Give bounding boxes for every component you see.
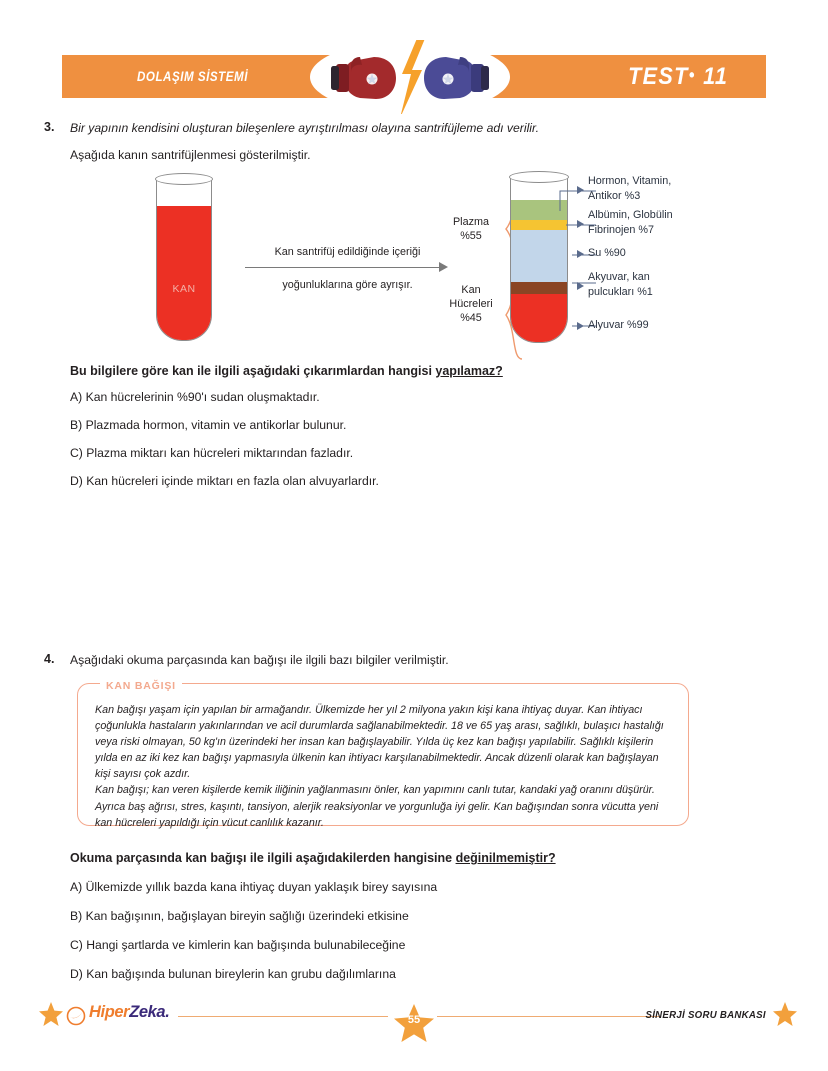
callout-hormon-line-2: Antikor %3 xyxy=(588,189,641,202)
test-number: 11 xyxy=(702,63,728,90)
brand-logo xyxy=(66,1003,169,1022)
callout-hormon-line-1: Hormon, Vitamin, xyxy=(588,175,672,187)
question-4-option-c[interactable]: C) Hangi şartlarda ve kimlerin kan bağışında bulunabileceğine xyxy=(70,938,406,952)
passage-paragraph-2: Kan bağışı; kan veren kişilerde kemik iliğinin yağlanmasını önler, kan yapımını canlı tutar, kandaki yağ oranını düşürür. Ayrıca baş ağrısı, stres, kaşıntı, tansiyon, alerjik reaksiyonlar ve yorgunluğa iyi gelir. Kan bağışından sonra vücutta yeni kan hücreleri yapıldığı için vücut canlılık kazanır. xyxy=(95,784,659,829)
centrifuge-diagram xyxy=(140,165,780,350)
callout-albumin xyxy=(588,208,673,237)
conversion-rule xyxy=(245,267,441,268)
test-word: TEST xyxy=(627,63,689,90)
callout-akyuvar xyxy=(588,270,653,299)
conversion-arrowhead xyxy=(439,262,448,272)
conversion-arrow xyxy=(245,243,450,295)
question-4-stem-prefix: Okuma parçasında kan bağışı ile ilgili aşağıdakilerden hangisine xyxy=(70,851,456,865)
blood-tube-before xyxy=(156,173,212,341)
question-3-intro-line-1: Bir yapının kendisini oluşturan bileşenlere ayrıştırılması olayına santrifüjleme adı verilir. xyxy=(70,121,539,135)
page-number-badge xyxy=(392,1003,436,1045)
question-4-number: 4. xyxy=(44,652,55,666)
footer-star-left-icon xyxy=(38,1001,64,1031)
callout-albumin-line-2: Fibrinojen %7 xyxy=(588,223,655,236)
plazma-label-line-2: %55 xyxy=(460,230,482,242)
publisher-label: SİNERJİ SORU BANKASI xyxy=(645,1009,766,1021)
logo-text-zeka: Zeka. xyxy=(129,1003,170,1021)
plazma-brace-label xyxy=(442,215,500,243)
logo-text-hiper: Hiper xyxy=(89,1003,130,1021)
reading-passage-text xyxy=(95,702,674,831)
kan-hucreleri-brace-label xyxy=(440,283,502,325)
question-3-option-c[interactable]: C) Plazma miktarı kan hücreleri miktarından fazladır. xyxy=(70,446,354,460)
boxing-gloves-medallion xyxy=(310,40,510,114)
header-subject-title: DOLAŞIM SİSTEMİ xyxy=(137,69,248,84)
footer-rule-left xyxy=(178,1016,388,1017)
kan-hucreleri-label-line-1: Kan xyxy=(461,284,481,296)
passage-paragraph-1: Kan bağışı yaşam için yapılan bir armağandır. Ülkemizde her yıl 2 milyona yakın kişi kana ihtiyaç duyar. Kan ihtiyacı çoğunlukla hastaların yakınlarından ve acil durumlarda sağlanabilmektedir. 18 ve 65 yaş arası, sağlıklı, bulaşıcı hastalığı veya riski olmayan, 50 kg'ın üzerindeki her insan kan bağışlayabilir. Yılda üç kez kan bağışı yapılabilir. Sağlıklı kişilerin yılda en az iki kez kan bağışı yapmasıyla ülkenin kan ihtiyacı karşılanabilmektedir. Ancak düzenli olarak kan bağışlayan kişi sayısı çok azdır. xyxy=(95,704,664,781)
question-3-stem-prefix: Bu bilgilere göre kan ile ilgili aşağıdaki çıkarımlardan hangisi xyxy=(70,364,436,378)
question-4-option-d[interactable]: D) Kan bağışında bulunan bireylerin kan grubu dağılımlarına xyxy=(70,967,396,981)
arrow-su-icon xyxy=(577,250,584,258)
question-3-number: 3. xyxy=(44,120,55,134)
arrow-albumin-icon xyxy=(577,220,584,228)
question-3-option-b[interactable]: B) Plazmada hormon, vitamin ve antikorlar bulunur. xyxy=(70,418,347,432)
page-footer xyxy=(0,995,828,1043)
reading-box-title: KAN BAĞIŞI xyxy=(106,680,176,692)
arrow-alyuvar-icon xyxy=(577,322,584,330)
question-3-intro-line-2: Aşağıda kanın santrifüjlenmesi gösterilmiştir. xyxy=(70,148,311,162)
footer-star-right-icon xyxy=(772,1001,798,1031)
header-test-label xyxy=(628,63,728,91)
footer-rule-right xyxy=(437,1016,659,1017)
test-separator: • xyxy=(688,65,696,85)
kan-hucreleri-label-line-3: %45 xyxy=(460,312,482,324)
question-4-option-a[interactable]: A) Ülkemizde yıllık bazda kana ihtiyaç duyan yaklaşık birey sayısına xyxy=(70,880,438,894)
callout-akyuvar-line-1: Akyuvar, kan xyxy=(588,271,650,283)
callout-akyuvar-line-2: pulcukları %1 xyxy=(588,285,653,298)
question-4-stem xyxy=(70,851,556,865)
callout-alyuvar-line-1: Alyuvar %99 xyxy=(588,319,649,331)
reading-passage-box xyxy=(77,680,689,829)
blood-tube-before-body xyxy=(156,179,212,341)
callout-albumin-line-1: Albümin, Globülin xyxy=(588,209,673,221)
question-3-option-d[interactable]: D) Kan hücreleri içinde miktarı en fazla olan alvuyarlardır. xyxy=(70,474,379,488)
plazma-label-line-1: Plazma xyxy=(452,216,489,228)
conversion-text-line-2: yoğunluklarına göre ayrışır. xyxy=(282,279,413,291)
question-4-stem-underlined: değinilmemiştir? xyxy=(455,851,556,865)
question-4-option-b[interactable]: B) Kan bağışının, bağışlayan bireyin sağlığı üzerindeki etkisine xyxy=(70,909,409,923)
reading-box-title-wrap xyxy=(100,676,182,691)
conversion-text-line-1: Kan santrifüj edildiğinde içeriği xyxy=(274,246,421,258)
kan-hucreleri-label-line-2: Hücreleri xyxy=(449,298,493,310)
blood-tube-before-rim xyxy=(155,173,213,185)
callout-hormon xyxy=(588,174,671,203)
blood-tube-before-label: KAN xyxy=(172,283,196,295)
arrow-hormon-icon xyxy=(577,186,584,194)
arrow-akyuvar-icon xyxy=(577,282,584,290)
question-4-intro: Aşağıdaki okuma parçasında kan bağışı ile ilgili bazı bilgiler verilmiştir. xyxy=(70,653,449,667)
question-3-stem xyxy=(70,364,503,378)
question-3-option-a[interactable]: A) Kan hücrelerinin %90'ı sudan oluşmaktadır. xyxy=(70,390,320,404)
question-3-stem-underlined: yapılamaz? xyxy=(435,364,503,378)
boxing-gloves-icon xyxy=(310,40,510,114)
tube-before-blood xyxy=(157,206,211,341)
callout-su xyxy=(588,246,626,261)
callout-su-line-1: Su %90 xyxy=(588,247,626,259)
page-number-text: 55 xyxy=(407,1014,421,1026)
logo-text xyxy=(89,1003,169,1021)
callout-alyuvar xyxy=(588,318,649,333)
logo-swoosh-icon xyxy=(66,1006,86,1026)
lightning-bolt-icon xyxy=(400,40,426,114)
